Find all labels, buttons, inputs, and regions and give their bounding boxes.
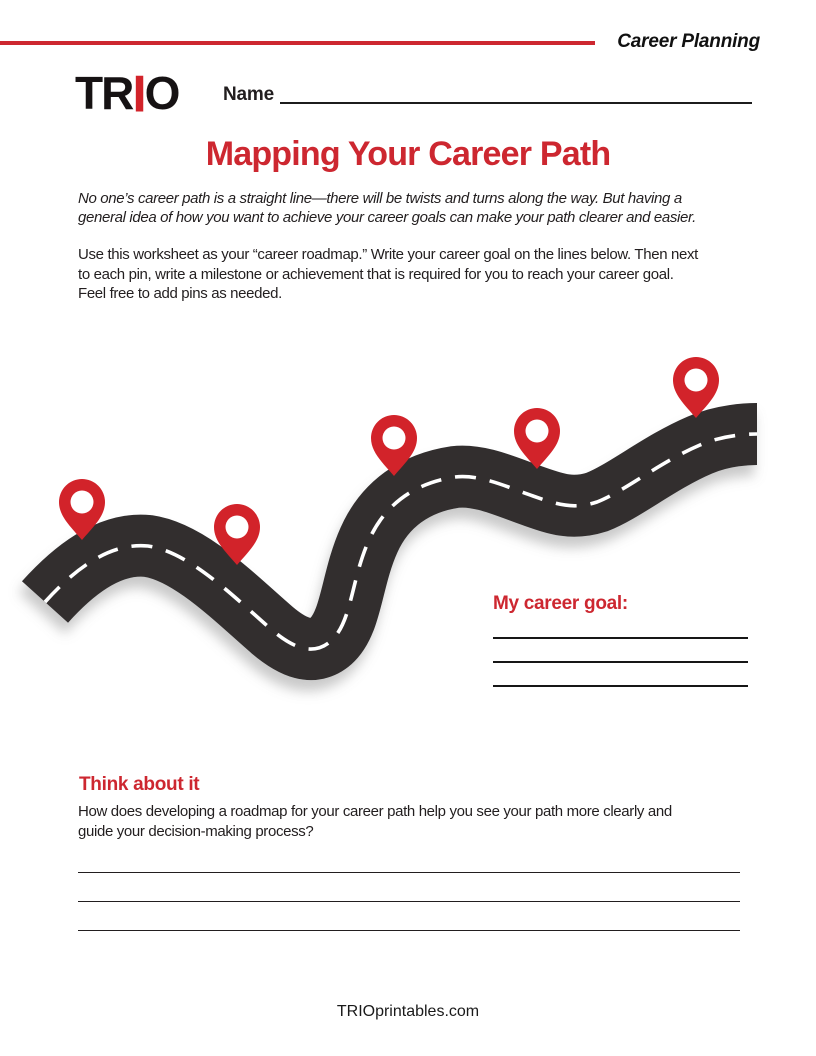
answer-line[interactable] — [78, 872, 740, 873]
think-about-it-heading: Think about it — [79, 774, 200, 795]
instruction-line: Use this worksheet as your “career roadmap.” Write your career goal on the lines below. Then next — [78, 246, 698, 263]
category-label: Career Planning — [617, 31, 760, 52]
career-goal-label: My career goal: — [493, 593, 628, 614]
answer-line[interactable] — [78, 901, 740, 902]
instructions-text — [78, 245, 698, 304]
intro-line: No one’s career path is a straight line—there will be twists and turns along the way. But having a — [78, 190, 682, 207]
reflection-question — [78, 802, 672, 841]
footer-url: TRIOprintables.com — [336, 1003, 480, 1020]
question-line: How does developing a roadmap for your career path help you see your path more clearly and — [78, 803, 672, 820]
name-input-line[interactable] — [280, 102, 752, 104]
answer-line[interactable] — [78, 930, 740, 931]
instruction-line: Feel free to add pins as needed. — [78, 285, 282, 302]
intro-text — [78, 189, 696, 227]
question-line: guide your decision-making process? — [78, 822, 314, 840]
career-roadmap-graphic — [0, 340, 816, 720]
intro-line: general idea of how you want to achieve your career goals can make your path clearer and easier. — [78, 209, 696, 226]
trio-logo — [75, 64, 179, 123]
logo-text-tr: TR — [75, 67, 133, 119]
career-goal-line[interactable] — [493, 661, 748, 663]
career-goal-line[interactable] — [493, 685, 748, 687]
logo-text-o: O — [144, 67, 179, 119]
career-goal-line[interactable] — [493, 637, 748, 639]
page-title: Mapping Your Career Path — [205, 135, 611, 173]
instruction-line: to each pin, write a milestone or achievement that is required for you to reach your career goal. — [78, 265, 674, 283]
header-rule — [0, 41, 595, 45]
logo-text-i: I — [132, 64, 145, 123]
name-label: Name — [223, 84, 274, 105]
